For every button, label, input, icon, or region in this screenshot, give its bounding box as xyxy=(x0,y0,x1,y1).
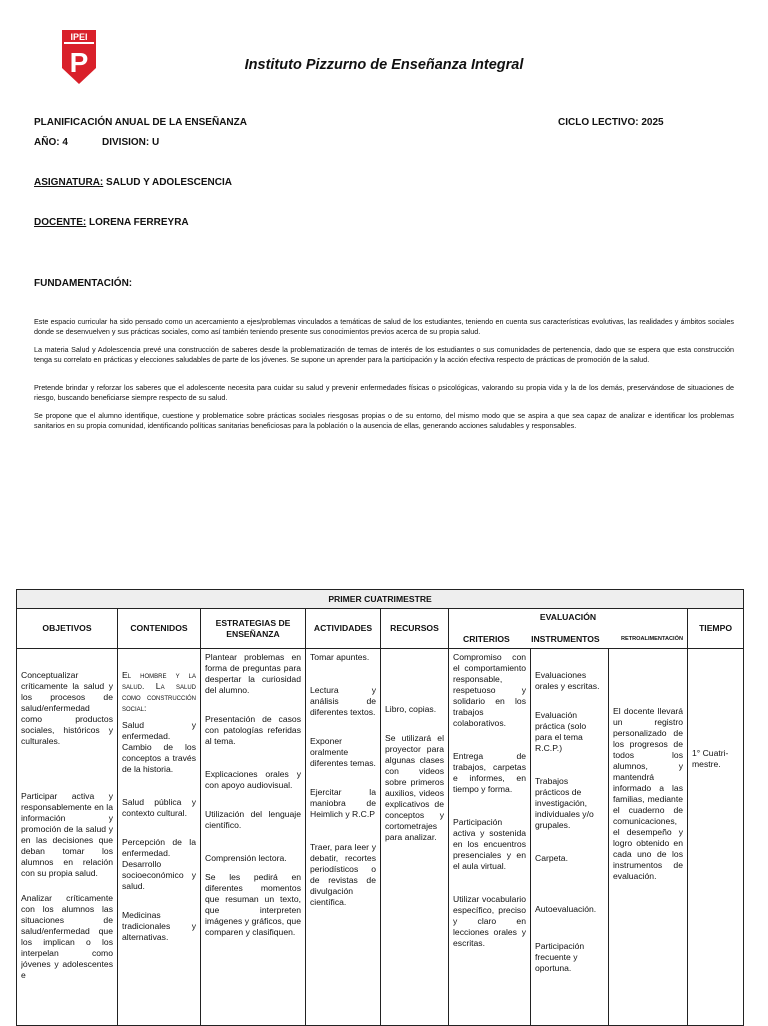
actividad-2: Lectura y análisis de diferentes textos. xyxy=(310,685,376,717)
header-evaluacion xyxy=(449,609,688,649)
tiempo-text: 1° Cuatri-mestre. xyxy=(692,748,729,769)
docente xyxy=(34,217,189,228)
estrategia-1: Plantear problemas en forma de preguntas para despertar la curiosidad del alumno. xyxy=(205,652,301,695)
instrumento-3: Trabajos prácticos de investigación, individuales y/o grupales. xyxy=(535,776,594,830)
contenido-1: El hombre y la salud. La salud como construcción social: xyxy=(122,670,196,713)
cell-retroalimentacion xyxy=(609,649,688,1026)
planning-table xyxy=(16,589,744,1026)
docente-label: DOCENTE: xyxy=(34,217,87,228)
evaluacion-title: EVALUACIÓN xyxy=(539,612,597,622)
division: DIVISION: U xyxy=(102,137,160,148)
ciclo-lectivo: CICLO LECTIVO: 2025 xyxy=(558,117,664,128)
actividad-4: Ejercitar la maniobra de Heimlich y R.C.P xyxy=(310,787,376,819)
docente-value: LORENA FERREYRA xyxy=(89,217,189,228)
cell-criterios xyxy=(449,649,531,1026)
contenido-6: Desarrollo socioeconómico y salud. xyxy=(122,859,196,891)
cell-contenidos xyxy=(118,649,201,1026)
instrumento-6: Participación frecuente y oportuna. xyxy=(535,941,585,973)
cell-objetivos xyxy=(17,649,118,1026)
paragraph-2: La materia Salud y Adolescencia prevé una construcción de saberes desde la problematización de temas de interés de los estudiantes o sus comunidades de pertenencia, dado que se espera que esta construcción tenga su correlato en prácticas y elecciones saludables de parte de los jóvenes. Se supone un aprender para la participación y la acción efectiva respecto de prácticas de promoción de la salud. xyxy=(34,345,734,364)
paragraph-3: Pretende brindar y reforzar los saberes que el adolescente necesita para cuidar su salud y prevenir enfermedades físicas o psicológicas, valorando su propia vida y la de los demás, preservándose de situaciones de riesgo, buscando beneficiarse siempre respecto de su salud. xyxy=(34,383,734,402)
criterio-1: Compromiso con el comportamiento responsable, respetuoso y solidario en los trabajos colaborativos. xyxy=(453,652,526,728)
actividad-1: Tomar apuntes. xyxy=(310,652,370,662)
header-contenidos: CONTENIDOS xyxy=(118,609,201,649)
cell-instrumentos xyxy=(531,649,609,1026)
instrumento-1: Evaluaciones orales y escritas. xyxy=(535,670,600,691)
recurso-2: Se utilizará el proyector para algunas clases con videos sobre primeros auxilios, videos explicativos de conceptos y cortometrajes para analizar. xyxy=(385,733,444,842)
estrategia-3: Explicaciones orales y con apoyo audiovisual. xyxy=(205,769,301,790)
actividad-5: Traer, para leer y debatir, recortes periodísticos o de revistas de divulgación científica. xyxy=(310,842,376,907)
header-objetivos: OBJETIVOS xyxy=(17,609,118,649)
cell-recursos xyxy=(381,649,449,1026)
evaluacion-subheaders xyxy=(453,623,683,645)
objetivo-1: Conceptualizar críticamente la salud y los procesos de salud/enfermedad como productos sociales, históricos y culturales. xyxy=(21,670,113,746)
criterio-4: Utilizar vocabulario específico, preciso y claro en lecciones orales y escritas. xyxy=(453,894,526,948)
retroalimentacion-text: El docente llevará un registro personalizado de los progresos de todos los alumnos, y mantendrá informado a las familias, mediante el cuaderno de comunicaciones, el desempeño y logro obtenido en cada uno de los instrumentos de evaluación. xyxy=(613,706,683,881)
instrumento-5: Autoevaluación. xyxy=(535,904,597,914)
header-recursos: RECURSOS xyxy=(381,609,449,649)
actividad-3: Exponer oralmente diferentes temas. xyxy=(310,736,376,768)
institute-title: Instituto Pizzurno de Enseñanza Integral xyxy=(244,57,524,73)
header-tiempo: TIEMPO xyxy=(688,609,744,649)
anio: AÑO: 4 xyxy=(34,137,68,148)
paragraph-1: Este espacio curricular ha sido pensado como un acercamiento a ejes/problemas vinculados a temáticas de salud de los estudiantes, teniendo en cuenta sus características evolutivas, las realidades y ámbitos sociales donde se desenvuelven y sus prácticas sociales, como así también teniendo presente sus conocimientos previos acerca de su propia salud. xyxy=(34,317,734,336)
header-estrategias: ESTRATEGIAS DE ENSEÑANZA xyxy=(201,609,306,649)
cell-actividades xyxy=(306,649,381,1026)
header-actividades: ACTIVIDADES xyxy=(306,609,381,649)
logo-text: IPEI xyxy=(70,32,88,42)
criterio-3: Participación activa y sostenida en los encuentros presenciales y en el aula virtual. xyxy=(453,817,526,871)
cell-tiempo xyxy=(688,649,744,1026)
header-retroalimentacion: RETROALIMENTACIÓN xyxy=(620,636,683,642)
plan-title: PLANIFICACIÓN ANUAL DE LA ENSEÑANZA xyxy=(34,117,247,128)
estrategia-2: Presentación de casos con patologías referidas al tema. xyxy=(205,714,301,746)
estrategia-4: Utilización del lenguaje científico. xyxy=(205,809,301,830)
cell-estrategias xyxy=(201,649,306,1026)
contenido-5: Percepción de la enfermedad. xyxy=(122,837,196,858)
objetivo-2: Participar activa y responsablemente en la información y promoción de la salud y en las decisiones que deban tomar los alumnos en relación con su propia salud. xyxy=(21,791,113,878)
header-criterios: CRITERIOS xyxy=(463,634,510,644)
header-instrumentos: INSTRUMENTOS xyxy=(531,634,600,644)
objetivo-3: Analizar críticamente con los alumnos las situaciones de salud/enfermedad que los implican o los interpelan como jóvenes y adolescentes e xyxy=(21,893,113,980)
recurso-1: Libro, copias. xyxy=(385,704,437,714)
asignatura xyxy=(34,177,232,188)
estrategia-5: Comprensión lectora. xyxy=(205,853,287,863)
paragraph-4: Se propone que el alumno identifique, cuestione y problematice sobre prácticas sociales riesgosas propias o de su entorno, del mismo modo que se aspira a que sea capaz de analizar e identificar los problemas sanitarios en su propia comunidad, identificando políticas sanitarias beneficiosas para la población o la ausencia de ellas, generando acciones saludables y responsables. xyxy=(34,411,734,430)
criterio-2: Entrega de trabajos, carpetas e informes, en tiempo y forma. xyxy=(453,751,526,794)
logo-letter: P xyxy=(69,47,89,78)
contenido-3: Cambio de los conceptos a través de la historia. xyxy=(122,742,196,774)
asignatura-label: ASIGNATURA: xyxy=(34,177,104,188)
instrumento-4: Carpeta. xyxy=(535,853,568,863)
fundamentacion-heading: FUNDAMENTACIÓN: xyxy=(34,278,133,289)
instrumento-2: Evaluación práctica (solo para el tema R.C.P.) xyxy=(535,710,587,753)
contenido-2: Salud y enfermedad. xyxy=(122,720,196,741)
contenido-4: Salud pública y contexto cultural. xyxy=(122,797,196,818)
contenido-7: Medicinas tradicionales y alternativas. xyxy=(122,910,196,942)
estrategia-6: Se les pedirá en diferentes momentos que resuman un texto, que interpreten imágenes y gráficos, que comparen y clasifiquen. xyxy=(205,872,301,937)
section-title: PRIMER CUATRIMESTRE xyxy=(17,590,744,609)
asignatura-value: SALUD Y ADOLESCENCIA xyxy=(106,177,232,188)
